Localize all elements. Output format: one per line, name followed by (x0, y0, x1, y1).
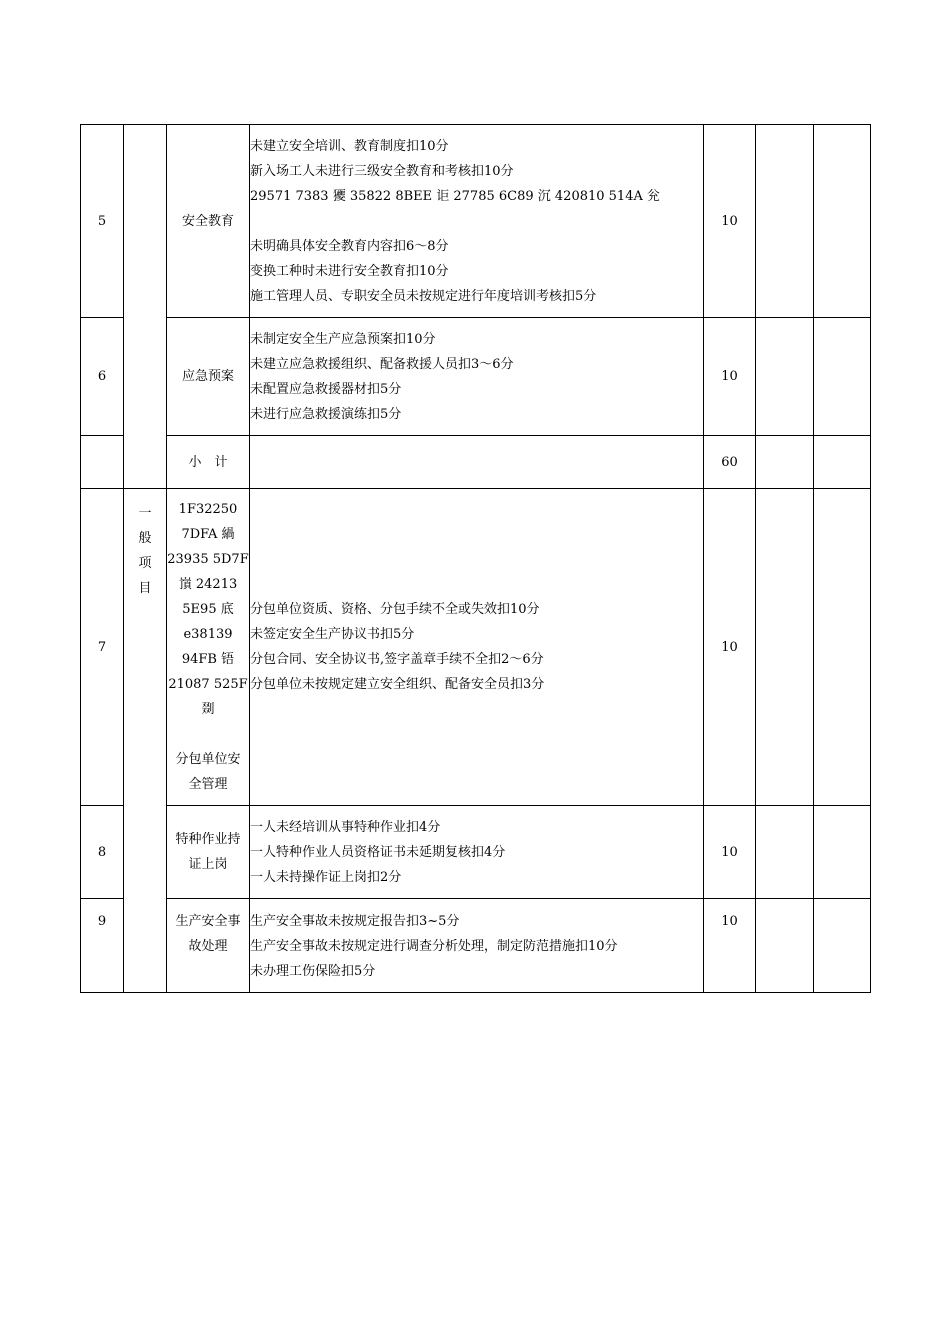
criteria-line: 未签定安全生产协议书扣5分 (250, 627, 415, 642)
deduction-cell (756, 489, 814, 806)
criteria-cell (250, 489, 704, 806)
actual-score-cell (814, 125, 871, 318)
subtotal-label: 小 计 (167, 436, 250, 489)
item-line: 21087 525F (168, 677, 248, 692)
item-line: 生产安全事 (175, 914, 241, 929)
criteria-line: 一人未经培训从事特种作业扣4分 (250, 819, 441, 835)
item-line: 23935 5D7F (167, 552, 249, 567)
criteria-line: 未制定安全生产应急预案扣10分 (250, 331, 436, 347)
criteria-line: 未配置应急救援器材扣5分 (250, 381, 402, 397)
deduction-cell (756, 899, 814, 993)
criteria-line: 分包单位资质、资格、分包手续不全或失效扣10分 (250, 602, 540, 617)
criteria-cell (250, 318, 704, 436)
row-number (81, 436, 124, 489)
item-line: 1F32250 (178, 502, 238, 517)
criteria-line: 变换工种时未进行安全教育扣10分 (250, 263, 449, 279)
criteria-line (250, 209, 703, 234)
table-row (81, 899, 871, 993)
criteria-cell (250, 899, 704, 993)
criteria-line: 29571 7383 獿 35822 8BEE 讵 27785 6C89 沉 420810 514A 兊 (250, 188, 660, 204)
criteria-line: 未办理工伤保险扣5分 (250, 964, 376, 979)
deduction-cell (756, 318, 814, 436)
item-line: 5E95 底 (182, 602, 234, 617)
criteria-cell (250, 806, 704, 899)
criteria-line: 分包合同、安全协议书,签字盖章手续不全扣2～6分 (250, 652, 544, 667)
criteria-line: 未进行应急救援演练扣5分 (250, 406, 402, 422)
criteria-line: 分包单位未按规定建立安全组织、配备安全员扣3分 (250, 677, 545, 692)
criteria-line: 未建立应急救援组织、配备救援人员扣3～6分 (250, 356, 514, 372)
row-number: 7 (81, 489, 124, 806)
table-row (81, 489, 871, 806)
actual-score-cell (814, 806, 871, 899)
deduction-cell (756, 806, 814, 899)
criteria-line: 一人未持操作证上岗扣2分 (250, 869, 402, 885)
actual-score-cell (814, 899, 871, 993)
row-number: 5 (81, 125, 124, 318)
inspection-score-table (80, 124, 871, 993)
item-line: 全管理 (188, 777, 228, 792)
item-line: 特种作业持 (175, 832, 241, 847)
standard-score: 10 (704, 318, 756, 436)
item-name (167, 899, 250, 993)
standard-score: 10 (704, 899, 756, 993)
row-number: 9 (81, 899, 124, 993)
criteria-line: 施工管理人员、专职安全员未按规定进行年度培训考核扣5分 (250, 288, 597, 304)
table-row (81, 125, 871, 318)
table-row (81, 318, 871, 436)
actual-score-cell (814, 489, 871, 806)
standard-score: 10 (704, 806, 756, 899)
criteria-line: 未明确具体安全教育内容扣6～8分 (250, 238, 449, 254)
criteria-line: 生产安全事故未按规定报告扣3~5分 (250, 914, 460, 929)
criteria-line: 生产安全事故未按规定进行调查分析处理，制定防范措施扣10分 (250, 939, 618, 954)
item-line: 证上岗 (188, 857, 228, 872)
actual-score-cell (814, 318, 871, 436)
criteria-cell (250, 125, 704, 318)
item-name (167, 806, 250, 899)
item-name: 安全教育 (167, 125, 250, 318)
standard-score: 10 (704, 125, 756, 318)
item-line: e38139 (183, 627, 233, 642)
category-cell (124, 489, 167, 993)
subtotal-row (81, 436, 871, 489)
criteria-cell (250, 436, 704, 489)
deduction-cell (756, 436, 814, 489)
row-number: 8 (81, 806, 124, 899)
row-number: 6 (81, 318, 124, 436)
subtotal-score: 60 (704, 436, 756, 489)
criteria-line: 未建立安全培训、教育制度扣10分 (250, 138, 449, 154)
item-line: 分包单位安 (175, 752, 241, 767)
standard-score: 10 (704, 489, 756, 806)
item-name (167, 489, 250, 806)
item-line: 故处理 (188, 939, 228, 954)
criteria-line: 新入场工人未进行三级安全教育和考核扣10分 (250, 163, 514, 179)
criteria-line: 一人特种作业人员资格证书未延期复核扣4分 (250, 844, 506, 860)
item-line: 94FB 铻 (181, 652, 235, 667)
item-line: 7DFA 緺 (181, 527, 235, 542)
item-name: 应急预案 (167, 318, 250, 436)
item-line: 嵿 24213 (178, 577, 238, 592)
item-line (167, 722, 249, 747)
table-row (81, 806, 871, 899)
category-label: 一般项目 (138, 506, 152, 596)
item-line: 剟 (201, 702, 215, 717)
actual-score-cell (814, 436, 871, 489)
category-cell (124, 125, 167, 489)
deduction-cell (756, 125, 814, 318)
